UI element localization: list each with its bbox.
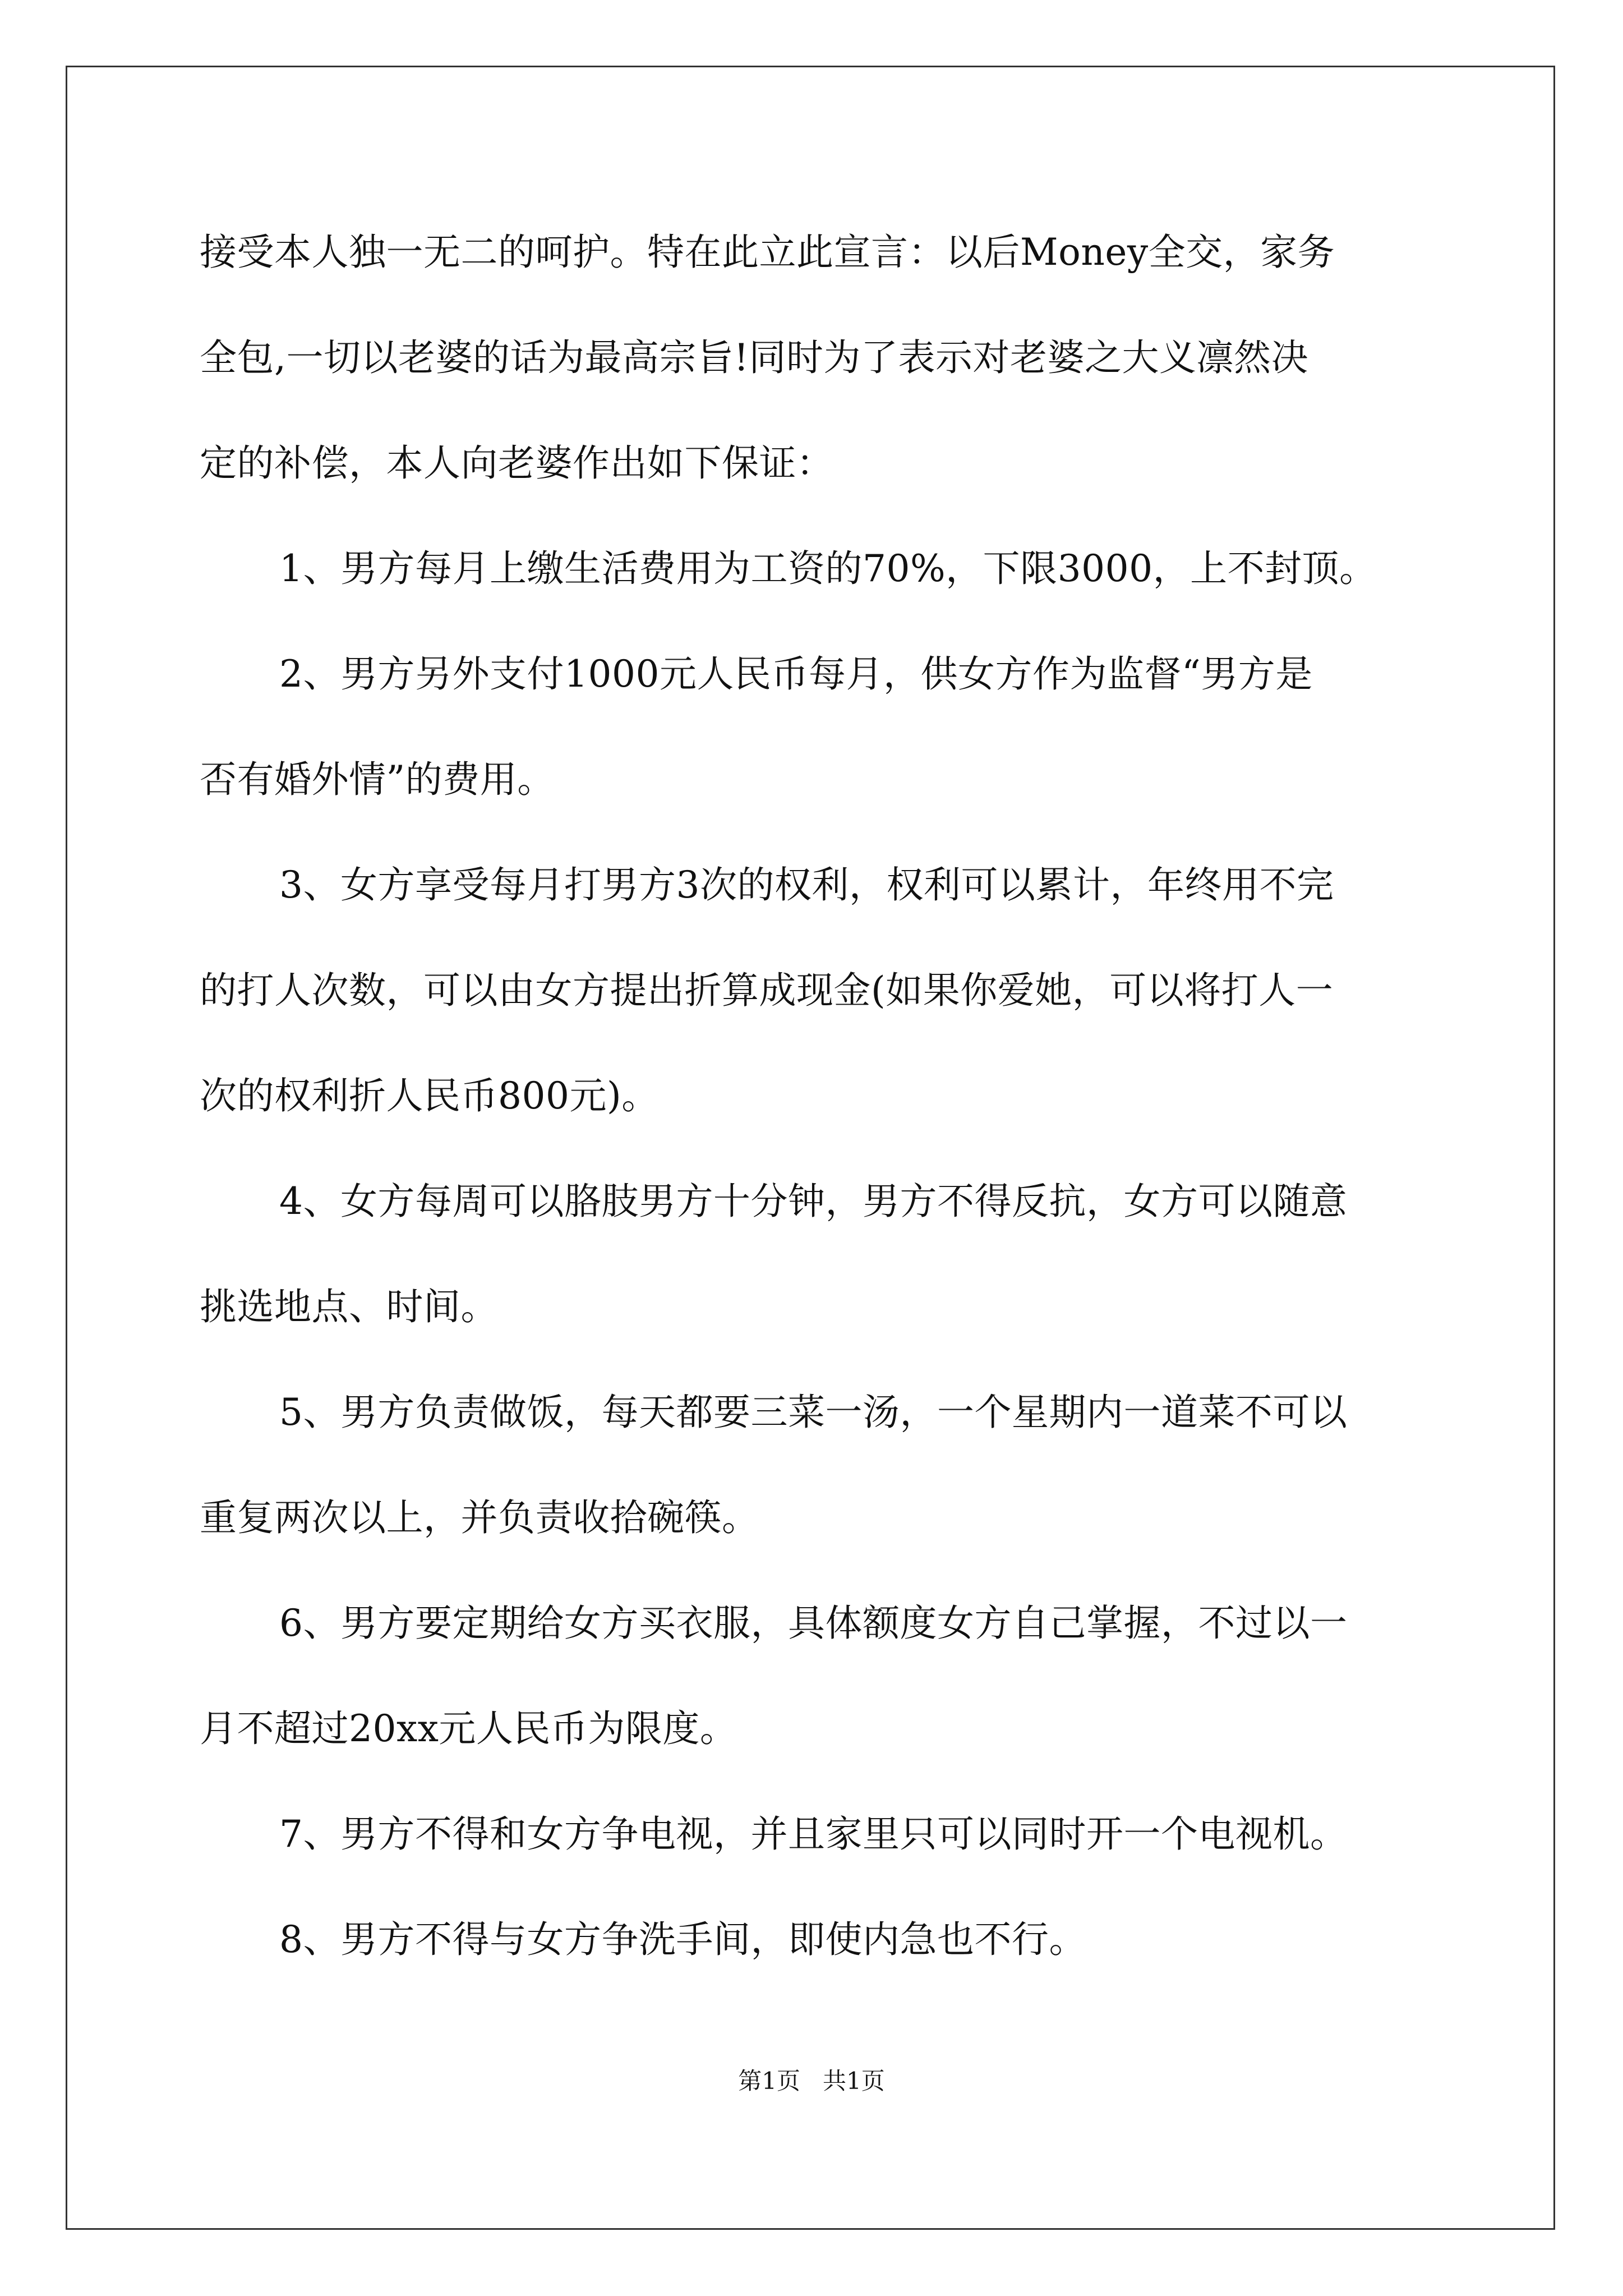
text-line: 定的补偿，本人向老婆作出如下保证： [200, 441, 834, 485]
list-item-6: 6、男方要定期给女方买衣服，具体额度女方自己掌握，不过以一 [279, 1602, 1348, 1645]
list-item-5: 5、男方负责做饭，每天都要三菜一汤，一个星期内一道菜不可以 [279, 1391, 1348, 1434]
text-line: 重复两次以上，并负责收拾碗筷。 [200, 1496, 759, 1539]
text-line: 接受本人独一无二的呵护。特在此立此宣言：以后Money全交，家务 [200, 231, 1335, 274]
list-item-4: 4、女方每周可以胳肢男方十分钟，男方不得反抗，女方可以随意 [279, 1180, 1348, 1223]
list-item-7: 7、男方不得和女方争电视，并且家里只可以同时开一个电视机。 [279, 1812, 1348, 1856]
list-item-8: 8、男方不得与女方争洗手间，即使内急也不行。 [279, 1918, 1086, 1961]
text-line: 次的权利折人民币800元)。 [200, 1074, 659, 1117]
page-border [66, 66, 1555, 2230]
text-line: 否有婚外情”的费用。 [200, 758, 555, 801]
text-line: 挑选地点、时间。 [200, 1285, 498, 1328]
list-item-2: 2、男方另外支付1000元人民币每月，供女方作为监督“男方是 [279, 652, 1313, 696]
text-line: 的打人次数，可以由女方提出折算成现金(如果你爱她，可以将打人一 [200, 969, 1334, 1012]
text-line: 全包,一切以老婆的话为最高宗旨!同时为了表示对老婆之大义凛然决 [200, 336, 1309, 379]
list-item-1: 1、男方每月上缴生活费用为工资的70%，下限3000，上不封顶。 [279, 547, 1377, 590]
list-item-3: 3、女方享受每月打男方3次的权利，权利可以累计，年终用不完 [279, 863, 1334, 907]
page-footer: 第1页 共1页 [738, 2067, 885, 2095]
text-line: 月不超过20xx元人民币为限度。 [200, 1707, 737, 1750]
